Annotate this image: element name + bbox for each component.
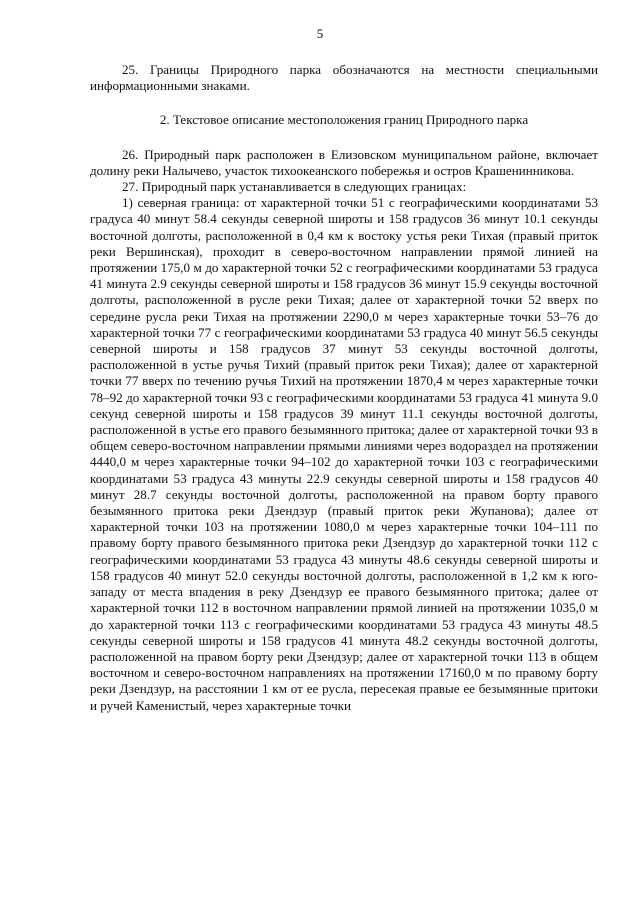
section-heading: 2. Текстовое описание местоположения границ Природного парка	[159, 112, 529, 128]
document-body	[90, 62, 598, 714]
paragraph-27-1-northern-boundary: 1) северная граница: от характерной точки 51 с географическими координатами 53 градуса 40 минут 58.4 секунды северной широты и 158 градусов 36 минут 10.1 секунды восточной долготы, расположенной в 0,4 км к востоку устья реки Тихая (правый приток реки Вершинская), проходит в северо-восточном направлении прямой линией на протяжении 175,0 м до характерной точки 52 с географическими координатами 53 градуса 41 минута 2.9 секунды северной широты и 158 градусов 36 минут 15.9 секунды восточной долготы, расположенной в русле реки Тихая; далее от характерной точки 52 вверх по середине русла реки Тихая на протяжении 2290,0 м через характерные точки 53–76 до характерной точки 77 с географическими координатами 53 градуса 40 минут 56.5 секунды северной широты и 158 градусов 37 минут 53 секунды восточной долготы, расположенной в устье ручья Тихий (правый приток реки Тихая); далее от характерной точки 77 вверх по течению ручья Тихий на протяжении 1870,4 м через характерные точки 78–92 до характерной точки 93 с географическими координатами 53 градуса 41 минута 9.0 секунд северной широты и 158 градусов 39 минут 11.1 секунды восточной долготы, расположенной в устье его правого безымянного притока; далее от характерной точки 93 в общем северо-восточном направлении прямыми линиями через водораздел на протяжении 4440,0 м через характерные точки 94–102 до характерной точки 103 с географическими координатами 53 градуса 43 минуты 22.9 секунды северной широты и 158 градусов 40 минут 28.7 секунды восточной долготы, расположенной на правом борту правого безымянного притока реки Дзендзур (правый приток реки Жупанова); далее от характерной точки 103 на протяжении 1080,0 м через характерные точки 104–111 по правому борту правого безымянного притока реки Дзендзур до характерной точки 112 с географическими координатами 53 градуса 43 минуты 48.6 секунды северной широты и 158 градусов 40 минут 52.0 секунды восточной долготы, расположенной в 1,2 км к юго-западу от места впадения в реку Дзендзур ее правого безымянного притока; далее от характерной точки 112 в восточном направлении прямой линией на протяжении 1035,0 м до характерной точки 113 с географическими координатами 53 градуса 43 минуты 48.5 секунды северной широты и 158 градусов 41 минута 48.2 секунды восточной долготы, расположенной на правом борту реки Дзендзур; далее от характерной точки 113 в общем восточном и северо-восточном направлениях на протяжении 17160,0 м по правому борту реки Дзендзур, на расстоянии 1 км от ее русла, пересекая правые ее безымянные притоки и ручей Каменистый, через характерные точки	[90, 195, 598, 713]
paragraph-26: 26. Природный парк расположен в Елизовском муниципальном районе, включает долину реки Налычево, участок тихоокеанского побережья и остров Крашенинникова.	[90, 146, 598, 178]
paragraph-27: 27. Природный парк устанавливается в следующих границах:	[122, 179, 467, 195]
page-number: 5	[316, 26, 324, 41]
paragraph-25: 25. Границы Природного парка обозначаются на местности специальными информационными знаками.	[90, 62, 598, 94]
